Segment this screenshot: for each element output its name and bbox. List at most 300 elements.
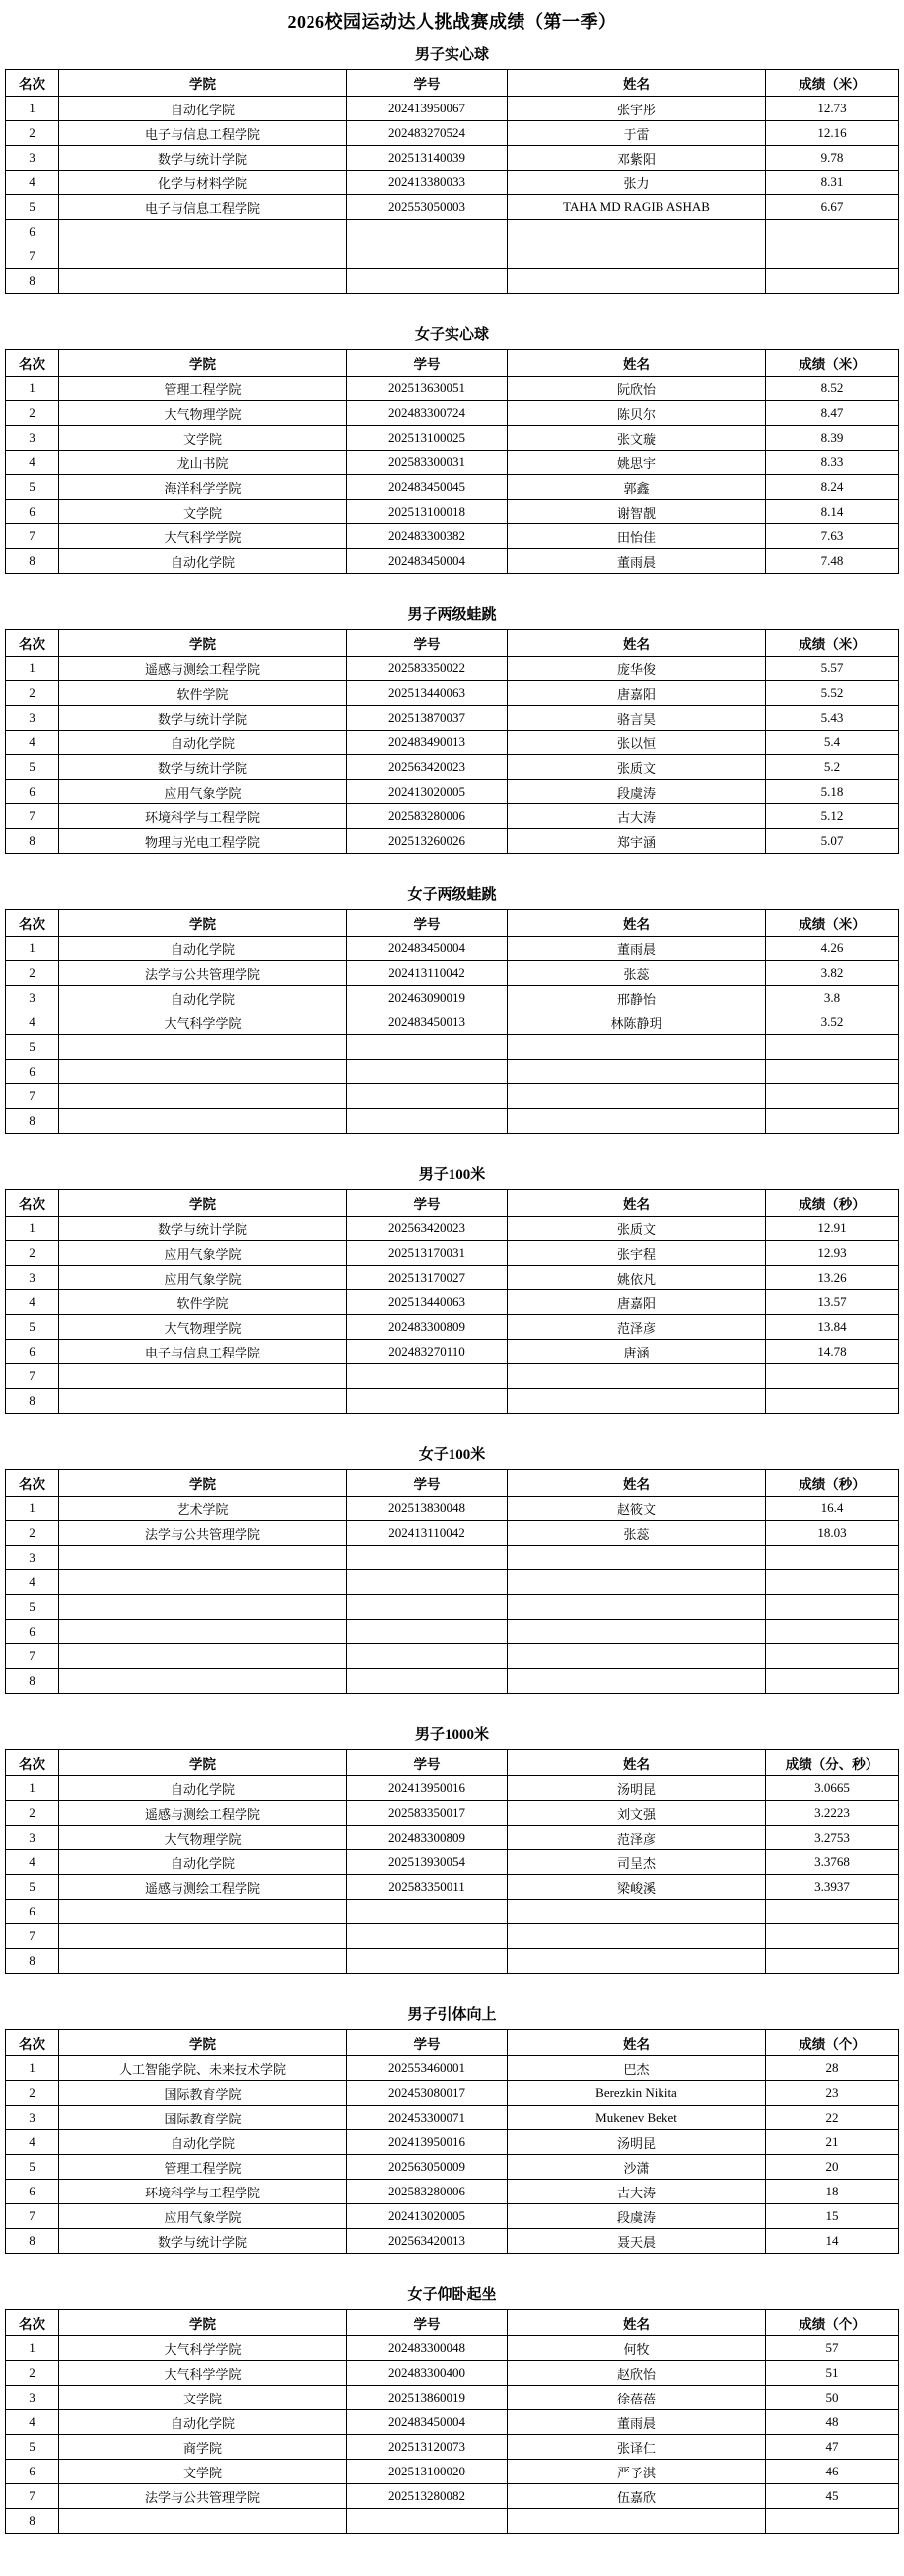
table-row bbox=[6, 1241, 899, 1266]
sections-container bbox=[0, 43, 904, 2534]
score-cell: 12.73 bbox=[766, 97, 899, 121]
col-header-score: 成绩（米） bbox=[766, 630, 899, 657]
rank-cell: 7 bbox=[6, 2484, 59, 2509]
score-cell bbox=[766, 1035, 899, 1060]
col-header-score: 成绩（个） bbox=[766, 2310, 899, 2336]
college-cell: 数学与统计学院 bbox=[59, 1217, 347, 1241]
college-cell: 应用气象学院 bbox=[59, 1241, 347, 1266]
student-id-cell bbox=[347, 1595, 508, 1620]
col-header-college: 学院 bbox=[59, 70, 347, 97]
score-cell bbox=[766, 1546, 899, 1570]
student-id-cell: 202483490013 bbox=[347, 731, 508, 755]
table-row bbox=[6, 2410, 899, 2435]
rank-cell: 2 bbox=[6, 401, 59, 426]
score-cell: 8.33 bbox=[766, 451, 899, 475]
score-cell: 20 bbox=[766, 2155, 899, 2180]
score-cell bbox=[766, 1949, 899, 1974]
score-cell: 47 bbox=[766, 2435, 899, 2460]
college-cell: 遥感与测绘工程学院 bbox=[59, 1875, 347, 1900]
name-cell bbox=[508, 1546, 766, 1570]
student-id-cell: 202513170027 bbox=[347, 1266, 508, 1290]
student-id-cell: 202513830048 bbox=[347, 1497, 508, 1521]
col-header-score: 成绩（米） bbox=[766, 350, 899, 377]
rank-cell: 5 bbox=[6, 1315, 59, 1340]
table-row bbox=[6, 2180, 899, 2204]
score-cell: 8.39 bbox=[766, 426, 899, 451]
college-cell: 应用气象学院 bbox=[59, 2204, 347, 2229]
score-cell: 5.07 bbox=[766, 829, 899, 854]
table-row bbox=[6, 1949, 899, 1974]
rank-cell: 8 bbox=[6, 1389, 59, 1414]
name-cell: 庞华俊 bbox=[508, 657, 766, 681]
name-cell: Mukenev Beket bbox=[508, 2106, 766, 2130]
name-cell: 沙潇 bbox=[508, 2155, 766, 2180]
score-cell: 12.16 bbox=[766, 121, 899, 146]
table-row bbox=[6, 146, 899, 171]
student-id-cell: 202483450004 bbox=[347, 937, 508, 961]
name-cell bbox=[508, 220, 766, 244]
college-cell: 大气物理学院 bbox=[59, 401, 347, 426]
name-cell: 张质文 bbox=[508, 755, 766, 780]
table-row bbox=[6, 2460, 899, 2484]
student-id-cell: 202483450013 bbox=[347, 1010, 508, 1035]
student-id-cell bbox=[347, 220, 508, 244]
college-cell: 自动化学院 bbox=[59, 1776, 347, 1801]
student-id-cell: 202583280006 bbox=[347, 2180, 508, 2204]
rank-cell: 1 bbox=[6, 937, 59, 961]
table-row bbox=[6, 731, 899, 755]
college-cell: 自动化学院 bbox=[59, 1850, 347, 1875]
name-cell: TAHA MD RAGIB ASHAB bbox=[508, 195, 766, 220]
col-header-rank: 名次 bbox=[6, 910, 59, 937]
table-row bbox=[6, 475, 899, 500]
name-cell: 谢智靓 bbox=[508, 500, 766, 524]
score-cell bbox=[766, 1669, 899, 1694]
student-id-cell: 202513260026 bbox=[347, 829, 508, 854]
table-row bbox=[6, 1826, 899, 1850]
table-row bbox=[6, 2435, 899, 2460]
rank-cell: 7 bbox=[6, 1084, 59, 1109]
student-id-cell: 202413950016 bbox=[347, 2130, 508, 2155]
results-table bbox=[5, 349, 899, 574]
event-section bbox=[0, 1723, 904, 1974]
score-cell: 3.2753 bbox=[766, 1826, 899, 1850]
college-cell: 商学院 bbox=[59, 2435, 347, 2460]
name-cell: 唐嘉阳 bbox=[508, 1290, 766, 1315]
results-table bbox=[5, 1469, 899, 1694]
college-cell: 应用气象学院 bbox=[59, 780, 347, 804]
table-row bbox=[6, 1850, 899, 1875]
table-row bbox=[6, 2081, 899, 2106]
table-row bbox=[6, 426, 899, 451]
rank-cell: 5 bbox=[6, 1595, 59, 1620]
score-cell: 7.63 bbox=[766, 524, 899, 549]
name-cell: 董雨晨 bbox=[508, 2410, 766, 2435]
col-header-student-id: 学号 bbox=[347, 1190, 508, 1217]
rank-cell: 2 bbox=[6, 1521, 59, 1546]
score-cell bbox=[766, 1924, 899, 1949]
event-section bbox=[0, 323, 904, 574]
name-cell: 张蕊 bbox=[508, 961, 766, 986]
college-cell: 国际教育学院 bbox=[59, 2106, 347, 2130]
rank-cell: 6 bbox=[6, 2180, 59, 2204]
college-cell bbox=[59, 220, 347, 244]
name-cell: 郭鑫 bbox=[508, 475, 766, 500]
student-id-cell bbox=[347, 1109, 508, 1134]
college-cell: 数学与统计学院 bbox=[59, 755, 347, 780]
college-cell: 电子与信息工程学院 bbox=[59, 1340, 347, 1364]
score-cell bbox=[766, 220, 899, 244]
name-cell: 张蕊 bbox=[508, 1521, 766, 1546]
rank-cell: 5 bbox=[6, 1035, 59, 1060]
score-cell: 28 bbox=[766, 2056, 899, 2081]
student-id-cell bbox=[347, 1620, 508, 1644]
college-cell bbox=[59, 1060, 347, 1084]
table-row bbox=[6, 1497, 899, 1521]
col-header-student-id: 学号 bbox=[347, 630, 508, 657]
col-header-college: 学院 bbox=[59, 910, 347, 937]
name-cell: 陈贝尔 bbox=[508, 401, 766, 426]
event-section bbox=[0, 2003, 904, 2254]
score-cell bbox=[766, 1060, 899, 1084]
col-header-college: 学院 bbox=[59, 1470, 347, 1497]
name-cell bbox=[508, 1900, 766, 1924]
rank-cell: 3 bbox=[6, 2106, 59, 2130]
college-cell bbox=[59, 1900, 347, 1924]
score-cell: 51 bbox=[766, 2361, 899, 2386]
student-id-cell: 202513870037 bbox=[347, 706, 508, 731]
col-header-student-id: 学号 bbox=[347, 350, 508, 377]
college-cell bbox=[59, 2509, 347, 2534]
college-cell: 艺术学院 bbox=[59, 1497, 347, 1521]
student-id-cell: 202483300400 bbox=[347, 2361, 508, 2386]
student-id-cell: 202513100025 bbox=[347, 426, 508, 451]
college-cell bbox=[59, 1364, 347, 1389]
rank-cell: 6 bbox=[6, 1620, 59, 1644]
name-cell: 张以恒 bbox=[508, 731, 766, 755]
rank-cell: 8 bbox=[6, 269, 59, 294]
college-cell bbox=[59, 1924, 347, 1949]
name-cell: 何牧 bbox=[508, 2336, 766, 2361]
college-cell: 自动化学院 bbox=[59, 2410, 347, 2435]
page-title: 2026校园运动达人挑战赛成绩（第一季） bbox=[287, 12, 617, 32]
college-cell bbox=[59, 1084, 347, 1109]
college-cell: 文学院 bbox=[59, 2386, 347, 2410]
table-row bbox=[6, 2484, 899, 2509]
event-title: 女子100米 bbox=[418, 1447, 486, 1463]
college-cell: 法学与公共管理学院 bbox=[59, 1521, 347, 1546]
name-cell: 聂天晨 bbox=[508, 2229, 766, 2254]
rank-cell: 6 bbox=[6, 780, 59, 804]
score-cell: 5.2 bbox=[766, 755, 899, 780]
name-cell: 张译仁 bbox=[508, 2435, 766, 2460]
student-id-cell bbox=[347, 244, 508, 269]
college-cell: 环境科学与工程学院 bbox=[59, 2180, 347, 2204]
college-cell: 化学与材料学院 bbox=[59, 171, 347, 195]
score-cell: 3.52 bbox=[766, 1010, 899, 1035]
name-cell bbox=[508, 2509, 766, 2534]
table-row bbox=[6, 2229, 899, 2254]
rank-cell: 8 bbox=[6, 1109, 59, 1134]
student-id-cell: 202413020005 bbox=[347, 780, 508, 804]
name-cell: 张质文 bbox=[508, 1217, 766, 1241]
rank-cell: 3 bbox=[6, 1266, 59, 1290]
name-cell bbox=[508, 1035, 766, 1060]
student-id-cell: 202563420023 bbox=[347, 1217, 508, 1241]
name-cell: 汤明昆 bbox=[508, 2130, 766, 2155]
name-cell: 张文璇 bbox=[508, 426, 766, 451]
table-row bbox=[6, 986, 899, 1010]
student-id-cell bbox=[347, 1570, 508, 1595]
event-section bbox=[0, 2283, 904, 2534]
rank-cell: 1 bbox=[6, 2056, 59, 2081]
table-row bbox=[6, 1389, 899, 1414]
table-row bbox=[6, 97, 899, 121]
table-row bbox=[6, 451, 899, 475]
name-cell: 巴杰 bbox=[508, 2056, 766, 2081]
col-header-name: 姓名 bbox=[508, 70, 766, 97]
event-title: 男子两级蛙跳 bbox=[407, 607, 497, 623]
name-cell: 赵欣怡 bbox=[508, 2361, 766, 2386]
rank-cell: 6 bbox=[6, 500, 59, 524]
name-cell bbox=[508, 1084, 766, 1109]
rank-cell: 7 bbox=[6, 1364, 59, 1389]
student-id-cell bbox=[347, 1949, 508, 1974]
score-cell: 6.67 bbox=[766, 195, 899, 220]
score-cell: 16.4 bbox=[766, 1497, 899, 1521]
college-cell bbox=[59, 244, 347, 269]
student-id-cell: 202513630051 bbox=[347, 377, 508, 401]
score-cell bbox=[766, 1595, 899, 1620]
event-title: 男子实心球 bbox=[414, 47, 489, 63]
score-cell bbox=[766, 1620, 899, 1644]
score-cell: 7.48 bbox=[766, 549, 899, 574]
table-row bbox=[6, 377, 899, 401]
name-cell: 梁峻溪 bbox=[508, 1875, 766, 1900]
table-row bbox=[6, 780, 899, 804]
college-cell: 大气科学学院 bbox=[59, 524, 347, 549]
header-row bbox=[6, 1190, 899, 1217]
table-row bbox=[6, 244, 899, 269]
name-cell bbox=[508, 1949, 766, 1974]
score-cell: 23 bbox=[766, 2081, 899, 2106]
student-id-cell: 202583280006 bbox=[347, 804, 508, 829]
name-cell: 田怡佳 bbox=[508, 524, 766, 549]
student-id-cell: 202483450004 bbox=[347, 549, 508, 574]
student-id-cell: 202563420013 bbox=[347, 2229, 508, 2254]
rank-cell: 4 bbox=[6, 2410, 59, 2435]
college-cell: 自动化学院 bbox=[59, 937, 347, 961]
score-cell: 57 bbox=[766, 2336, 899, 2361]
name-cell: 董雨晨 bbox=[508, 937, 766, 961]
score-cell: 12.91 bbox=[766, 1217, 899, 1241]
table-row bbox=[6, 961, 899, 986]
event-section bbox=[0, 1163, 904, 1414]
event-title: 女子仰卧起坐 bbox=[407, 2287, 497, 2303]
score-cell: 13.57 bbox=[766, 1290, 899, 1315]
score-cell: 21 bbox=[766, 2130, 899, 2155]
rank-cell: 7 bbox=[6, 804, 59, 829]
student-id-cell: 202463090019 bbox=[347, 986, 508, 1010]
college-cell bbox=[59, 1546, 347, 1570]
college-cell: 管理工程学院 bbox=[59, 377, 347, 401]
table-row bbox=[6, 1060, 899, 1084]
rank-cell: 4 bbox=[6, 731, 59, 755]
score-cell: 15 bbox=[766, 2204, 899, 2229]
table-row bbox=[6, 220, 899, 244]
name-cell: 唐涵 bbox=[508, 1340, 766, 1364]
student-id-cell: 202513860019 bbox=[347, 2386, 508, 2410]
results-table bbox=[5, 629, 899, 854]
college-cell bbox=[59, 1389, 347, 1414]
student-id-cell: 202553460001 bbox=[347, 2056, 508, 2081]
score-cell bbox=[766, 1109, 899, 1134]
event-title: 女子实心球 bbox=[414, 327, 489, 343]
student-id-cell bbox=[347, 1546, 508, 1570]
rank-cell: 2 bbox=[6, 2081, 59, 2106]
score-cell: 3.3937 bbox=[766, 1875, 899, 1900]
rank-cell: 7 bbox=[6, 1644, 59, 1669]
table-row bbox=[6, 2386, 899, 2410]
student-id-cell: 202413020005 bbox=[347, 2204, 508, 2229]
college-cell bbox=[59, 1669, 347, 1694]
table-row bbox=[6, 1521, 899, 1546]
table-row bbox=[6, 1010, 899, 1035]
name-cell bbox=[508, 1669, 766, 1694]
score-cell: 3.82 bbox=[766, 961, 899, 986]
college-cell: 自动化学院 bbox=[59, 97, 347, 121]
score-cell: 4.26 bbox=[766, 937, 899, 961]
table-row bbox=[6, 657, 899, 681]
results-table bbox=[5, 1189, 899, 1414]
rank-cell: 6 bbox=[6, 220, 59, 244]
student-id-cell: 202483450004 bbox=[347, 2410, 508, 2435]
table-row bbox=[6, 829, 899, 854]
college-cell: 环境科学与工程学院 bbox=[59, 804, 347, 829]
college-cell bbox=[59, 1035, 347, 1060]
table-row bbox=[6, 171, 899, 195]
student-id-cell bbox=[347, 1060, 508, 1084]
student-id-cell bbox=[347, 1389, 508, 1414]
table-row bbox=[6, 706, 899, 731]
rank-cell: 3 bbox=[6, 706, 59, 731]
student-id-cell: 202513140039 bbox=[347, 146, 508, 171]
score-cell: 13.84 bbox=[766, 1315, 899, 1340]
results-table bbox=[5, 69, 899, 294]
rank-cell: 8 bbox=[6, 549, 59, 574]
rank-cell: 4 bbox=[6, 1570, 59, 1595]
name-cell: 司呈杰 bbox=[508, 1850, 766, 1875]
rank-cell: 5 bbox=[6, 755, 59, 780]
rank-cell: 4 bbox=[6, 451, 59, 475]
rank-cell: 5 bbox=[6, 195, 59, 220]
name-cell: 范泽彦 bbox=[508, 1826, 766, 1850]
name-cell: 汤明昆 bbox=[508, 1776, 766, 1801]
name-cell: 邢静怡 bbox=[508, 986, 766, 1010]
score-cell: 3.8 bbox=[766, 986, 899, 1010]
name-cell bbox=[508, 269, 766, 294]
college-cell: 大气科学学院 bbox=[59, 2336, 347, 2361]
table-row bbox=[6, 1084, 899, 1109]
name-cell bbox=[508, 1924, 766, 1949]
score-cell: 13.26 bbox=[766, 1266, 899, 1290]
student-id-cell: 202483300809 bbox=[347, 1826, 508, 1850]
header-row bbox=[6, 1750, 899, 1776]
table-row bbox=[6, 1776, 899, 1801]
table-row bbox=[6, 1644, 899, 1669]
student-id-cell: 202513440063 bbox=[347, 681, 508, 706]
name-cell bbox=[508, 1620, 766, 1644]
college-cell: 海洋科学学院 bbox=[59, 475, 347, 500]
event-section bbox=[0, 1443, 904, 1694]
table-row bbox=[6, 2130, 899, 2155]
table-row bbox=[6, 755, 899, 780]
rank-cell: 2 bbox=[6, 2361, 59, 2386]
score-cell bbox=[766, 244, 899, 269]
table-row bbox=[6, 1035, 899, 1060]
col-header-name: 姓名 bbox=[508, 2030, 766, 2056]
score-cell bbox=[766, 1389, 899, 1414]
table-row bbox=[6, 1620, 899, 1644]
rank-cell: 6 bbox=[6, 1900, 59, 1924]
student-id-cell: 202513120073 bbox=[347, 2435, 508, 2460]
college-cell: 物理与光电工程学院 bbox=[59, 829, 347, 854]
college-cell: 法学与公共管理学院 bbox=[59, 2484, 347, 2509]
table-row bbox=[6, 1290, 899, 1315]
student-id-cell: 202483300048 bbox=[347, 2336, 508, 2361]
college-cell: 自动化学院 bbox=[59, 2130, 347, 2155]
results-table bbox=[5, 2029, 899, 2254]
student-id-cell: 202483300382 bbox=[347, 524, 508, 549]
college-cell bbox=[59, 1949, 347, 1974]
event-title: 男子引体向上 bbox=[407, 2007, 497, 2023]
student-id-cell: 202483270524 bbox=[347, 121, 508, 146]
col-header-rank: 名次 bbox=[6, 70, 59, 97]
score-cell: 8.31 bbox=[766, 171, 899, 195]
col-header-student-id: 学号 bbox=[347, 70, 508, 97]
name-cell: 严予淇 bbox=[508, 2460, 766, 2484]
name-cell: 张力 bbox=[508, 171, 766, 195]
name-cell: 徐蓓蓓 bbox=[508, 2386, 766, 2410]
student-id-cell: 202413110042 bbox=[347, 1521, 508, 1546]
header-row bbox=[6, 2030, 899, 2056]
rank-cell: 5 bbox=[6, 475, 59, 500]
header-row bbox=[6, 1470, 899, 1497]
rank-cell: 1 bbox=[6, 657, 59, 681]
student-id-cell: 202583350022 bbox=[347, 657, 508, 681]
table-row bbox=[6, 1266, 899, 1290]
student-id-cell bbox=[347, 1644, 508, 1669]
rank-cell: 3 bbox=[6, 986, 59, 1010]
college-cell: 管理工程学院 bbox=[59, 2155, 347, 2180]
table-row bbox=[6, 2056, 899, 2081]
col-header-name: 姓名 bbox=[508, 630, 766, 657]
rank-cell: 6 bbox=[6, 1340, 59, 1364]
student-id-cell bbox=[347, 1035, 508, 1060]
col-header-score: 成绩（米） bbox=[766, 70, 899, 97]
rank-cell: 1 bbox=[6, 2336, 59, 2361]
col-header-rank: 名次 bbox=[6, 2310, 59, 2336]
student-id-cell: 202453080017 bbox=[347, 2081, 508, 2106]
college-cell: 国际教育学院 bbox=[59, 2081, 347, 2106]
college-cell: 应用气象学院 bbox=[59, 1266, 347, 1290]
student-id-cell bbox=[347, 269, 508, 294]
score-cell: 8.24 bbox=[766, 475, 899, 500]
rank-cell: 7 bbox=[6, 2204, 59, 2229]
col-header-name: 姓名 bbox=[508, 1190, 766, 1217]
student-id-cell: 202513170031 bbox=[347, 1241, 508, 1266]
score-cell: 8.47 bbox=[766, 401, 899, 426]
